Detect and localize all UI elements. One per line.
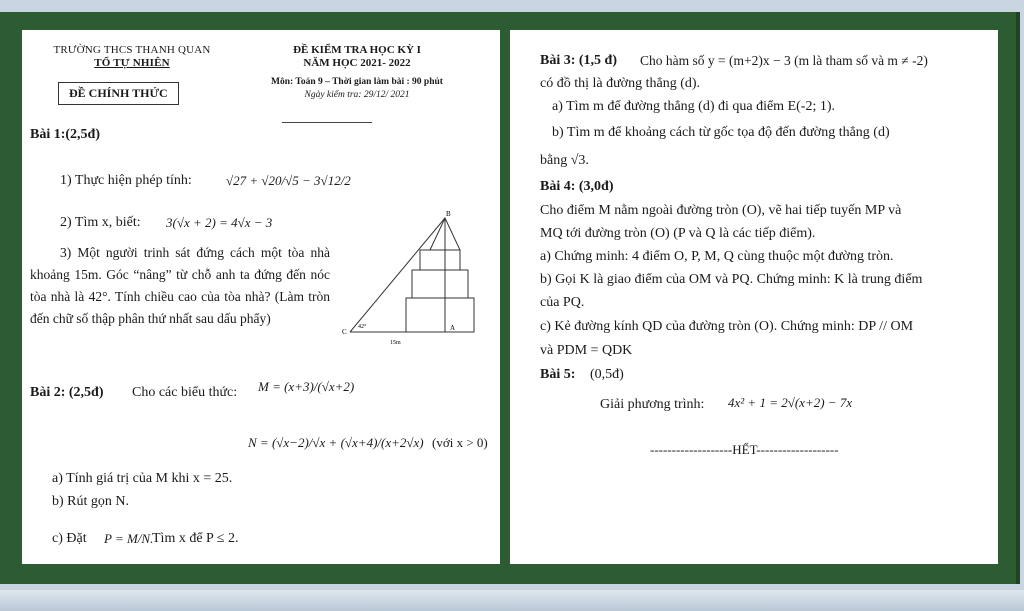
bai4-l1: Cho điểm M nằm ngoài đường tròn (O), vẽ hai tiếp tuyến MP và (540, 203, 902, 218)
header-divider (282, 122, 372, 123)
building-figure (340, 210, 490, 350)
distance-label: 15m (390, 340, 401, 346)
bai3-line1: Cho hàm số y = (m+2)x − 3 (m là tham số và m ≠ -2) (640, 53, 928, 68)
b1-q3-text: 3) Một người trinh sát đứng cách một tòa nhà khoảng 15m. Góc “nâng” từ chỗ anh ta đứng đến nóc tòa nhà là 42°. Tính chiều cao của tòa nhà? (Làm tròn đến chữ số thập phân thứ nhất sau dấu phẩy) (30, 245, 330, 326)
b1-q1-label: 1) Thực hiện phép tính: (60, 173, 192, 188)
building-block-1 (420, 250, 460, 270)
angle-label: 42° (358, 324, 367, 330)
bai5-score: (0,5đ) (590, 367, 624, 382)
school-header (52, 44, 212, 70)
exam-header (232, 44, 482, 102)
bai4-l2: MQ tới đường tròn (O) (P và Q là các tiếp điểm). (540, 226, 816, 241)
bai3-title: Bài 3: (1,5 đ) (540, 53, 617, 68)
b1-q1-expr: √27 + √20/√5 − 3√12/2 (226, 173, 351, 188)
right-page (510, 30, 998, 564)
building-block-2 (412, 270, 468, 298)
elevation-line (350, 218, 445, 332)
bai5-label: Giải phương trình: (600, 397, 705, 412)
b2-a: a) Tính giá trị của M khi x = 25. (52, 471, 233, 486)
n-expr: N = (√x−2)/√x + (√x+4)/(x+2√x) (248, 435, 424, 450)
exam-date: Ngày kiểm tra: 29/12/ 2021 (304, 90, 410, 100)
left-page (22, 30, 500, 564)
bai1-title: Bài 1:(2,5đ) (30, 127, 100, 142)
b2-c-expr: P = M/N. (104, 531, 154, 546)
bai3-b2: bằng √3. (540, 153, 589, 168)
n-condition: (với x > 0) (432, 435, 488, 450)
bai4-b2: của PQ. (540, 295, 585, 310)
bai4-c2: và PDM = QDK (540, 343, 633, 358)
bai5-expr: 4x² + 1 = 2√(x+2) − 7x (728, 395, 853, 410)
department-name: TỔ TỰ NHIÊN (94, 57, 170, 69)
bai3-a: a) Tìm m để đường thẳng (d) đi qua điểm E(-2; 1). (552, 99, 836, 114)
bai4-a: a) Chứng minh: 4 điểm O, P, M, Q cùng thuộc một đường tròn. (540, 249, 894, 264)
label-b: B (446, 210, 451, 218)
bai4-c1: c) Kẻ đường kính QD của đường tròn (O). Chứng minh: DP // OM (540, 319, 914, 334)
end-marker: -------------------HẾT------------------- (650, 442, 839, 457)
bai5-title: Bài 5: (540, 367, 576, 382)
bai2-title: Bài 2: (2,5đ) (30, 385, 104, 400)
bai2-text: Cho các biểu thức: (132, 385, 238, 400)
school-name: TRƯỜNG THCS THANH QUAN (53, 44, 211, 56)
building-block-3 (406, 298, 474, 332)
exam-title: ĐỀ KIỂM TRA HỌC KỲ I (293, 44, 421, 56)
bai4-b1: b) Gọi K là giao điểm của OM và PQ. Chứng minh: K là trung điểm (540, 272, 923, 287)
bai3-line2: có đồ thị là đường thẳng (d). (540, 76, 701, 91)
b1-q2-label: 2) Tìm x, biết: (60, 215, 141, 230)
exam-subject: Môn: Toán 9 – Thời gian làm bài : 90 phút (271, 77, 443, 87)
m-expr: M = (x+3)/(√x+2) (258, 379, 355, 394)
b2-c-tail: Tìm x để P ≤ 2. (152, 531, 239, 546)
bottom-strip (0, 590, 1024, 611)
school-year: NĂM HỌC 2021- 2022 (303, 57, 411, 69)
official-badge: ĐỀ CHÍNH THỨC (58, 82, 179, 105)
b2-b: b) Rút gọn N. (52, 494, 129, 509)
bai4-title: Bài 4: (3,0đ) (540, 179, 614, 194)
b1-q2-expr: 3(√x + 2) = 4√x − 3 (166, 215, 273, 230)
bai3-b1: b) Tìm m để khoảng cách từ gốc tọa độ đến đường thẳng (d) (552, 125, 890, 140)
label-a: A (450, 324, 456, 332)
label-c: C (342, 328, 347, 336)
b2-c-label: c) Đặt (52, 531, 87, 546)
